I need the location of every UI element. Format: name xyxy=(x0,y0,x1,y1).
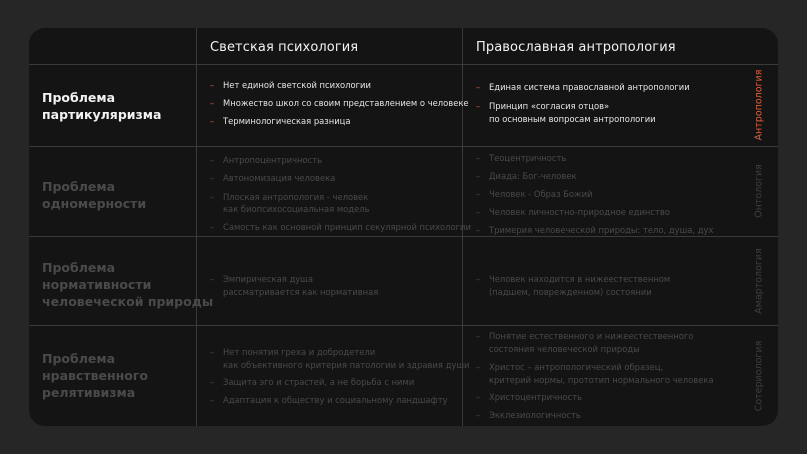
list-item: – Нет единой светской психологии xyxy=(210,80,469,91)
side-label-hamartiology: Амартология xyxy=(753,247,765,314)
list-item: – Человек - Образ Божий xyxy=(476,189,713,200)
row-divider xyxy=(29,325,778,326)
list-item: – Принцип «согласия отцов» по основным вопросам антропологии xyxy=(476,100,690,125)
list-item: – Христоцентричность xyxy=(476,392,714,403)
secular-list-particularism xyxy=(210,80,469,127)
orthodox-list-particularism xyxy=(476,82,690,125)
list-item: – Самость как основной принцип секулярной психологии xyxy=(210,222,471,233)
list-item: – Человек находится в нижеестественном (падшем, поврежденном) состоянии xyxy=(476,273,670,298)
row-title-particularism: Проблема партикуляризма xyxy=(42,90,162,122)
side-label-ontology: Онтология xyxy=(753,164,765,218)
row-divider xyxy=(29,236,778,237)
row-title-moral-relativism: Проблема нравственного релятивизма xyxy=(42,351,148,400)
row-title-one-dimensionality: Проблема одномерности xyxy=(42,179,147,211)
list-item: – Защита эго и страстей, а не борьба с ними xyxy=(210,377,469,388)
list-item: – Адаптация к обществу и социальному ландшафту xyxy=(210,395,469,406)
list-item: – Антропоцентричность xyxy=(210,155,471,166)
list-item: – Диада: Бог-человек xyxy=(476,171,713,182)
secular-list-one-dimensionality xyxy=(210,155,471,233)
row-divider xyxy=(29,146,778,147)
list-item: – Единая система православной антропологии xyxy=(476,82,690,93)
row-title-normativity: Проблема нормативности человеческой природы xyxy=(42,260,214,309)
list-item: – Автономизация человека xyxy=(210,173,471,184)
orthodox-list-one-dimensionality xyxy=(476,153,713,236)
list-item: – Христос – антропологический образец, критерий нормы, прототип нормального человека xyxy=(476,361,714,386)
list-item: – Теоцентричность xyxy=(476,153,713,164)
header-secular-psychology: Светская психология xyxy=(210,40,359,55)
list-item: – Человек личностно-природное единство xyxy=(476,207,713,218)
orthodox-list-normativity xyxy=(476,273,670,298)
list-item: – Множество школ со своим представлением о человеке xyxy=(210,98,469,109)
orthodox-list-moral-relativism xyxy=(476,330,714,421)
row-divider xyxy=(29,64,778,65)
list-item: – Экклезиологичность xyxy=(476,410,714,421)
side-label-soteriology: Сотериология xyxy=(753,340,765,411)
list-item: – Нет понятия греха и добродетели как объективного критерия патологии и здравия души xyxy=(210,346,469,371)
list-item: – Плоская антропология - человек как биопсихосоциальная модель xyxy=(210,191,471,215)
secular-list-moral-relativism xyxy=(210,346,469,406)
comparison-table xyxy=(29,28,778,426)
list-item: – Тримерия человеческой природы: тело, душа, дух xyxy=(476,225,713,236)
list-item: – Терминологическая разница xyxy=(210,116,469,127)
list-item: – Эмпирическая душа рассматривается как нормативная xyxy=(210,273,378,298)
secular-list-normativity xyxy=(210,273,378,298)
list-item: – Понятие естественного и нижеестественного состояния человеческой природы xyxy=(476,330,714,355)
side-label-anthropology: Антропология xyxy=(753,69,765,141)
header-orthodox-anthropology: Православная антропология xyxy=(476,40,676,55)
